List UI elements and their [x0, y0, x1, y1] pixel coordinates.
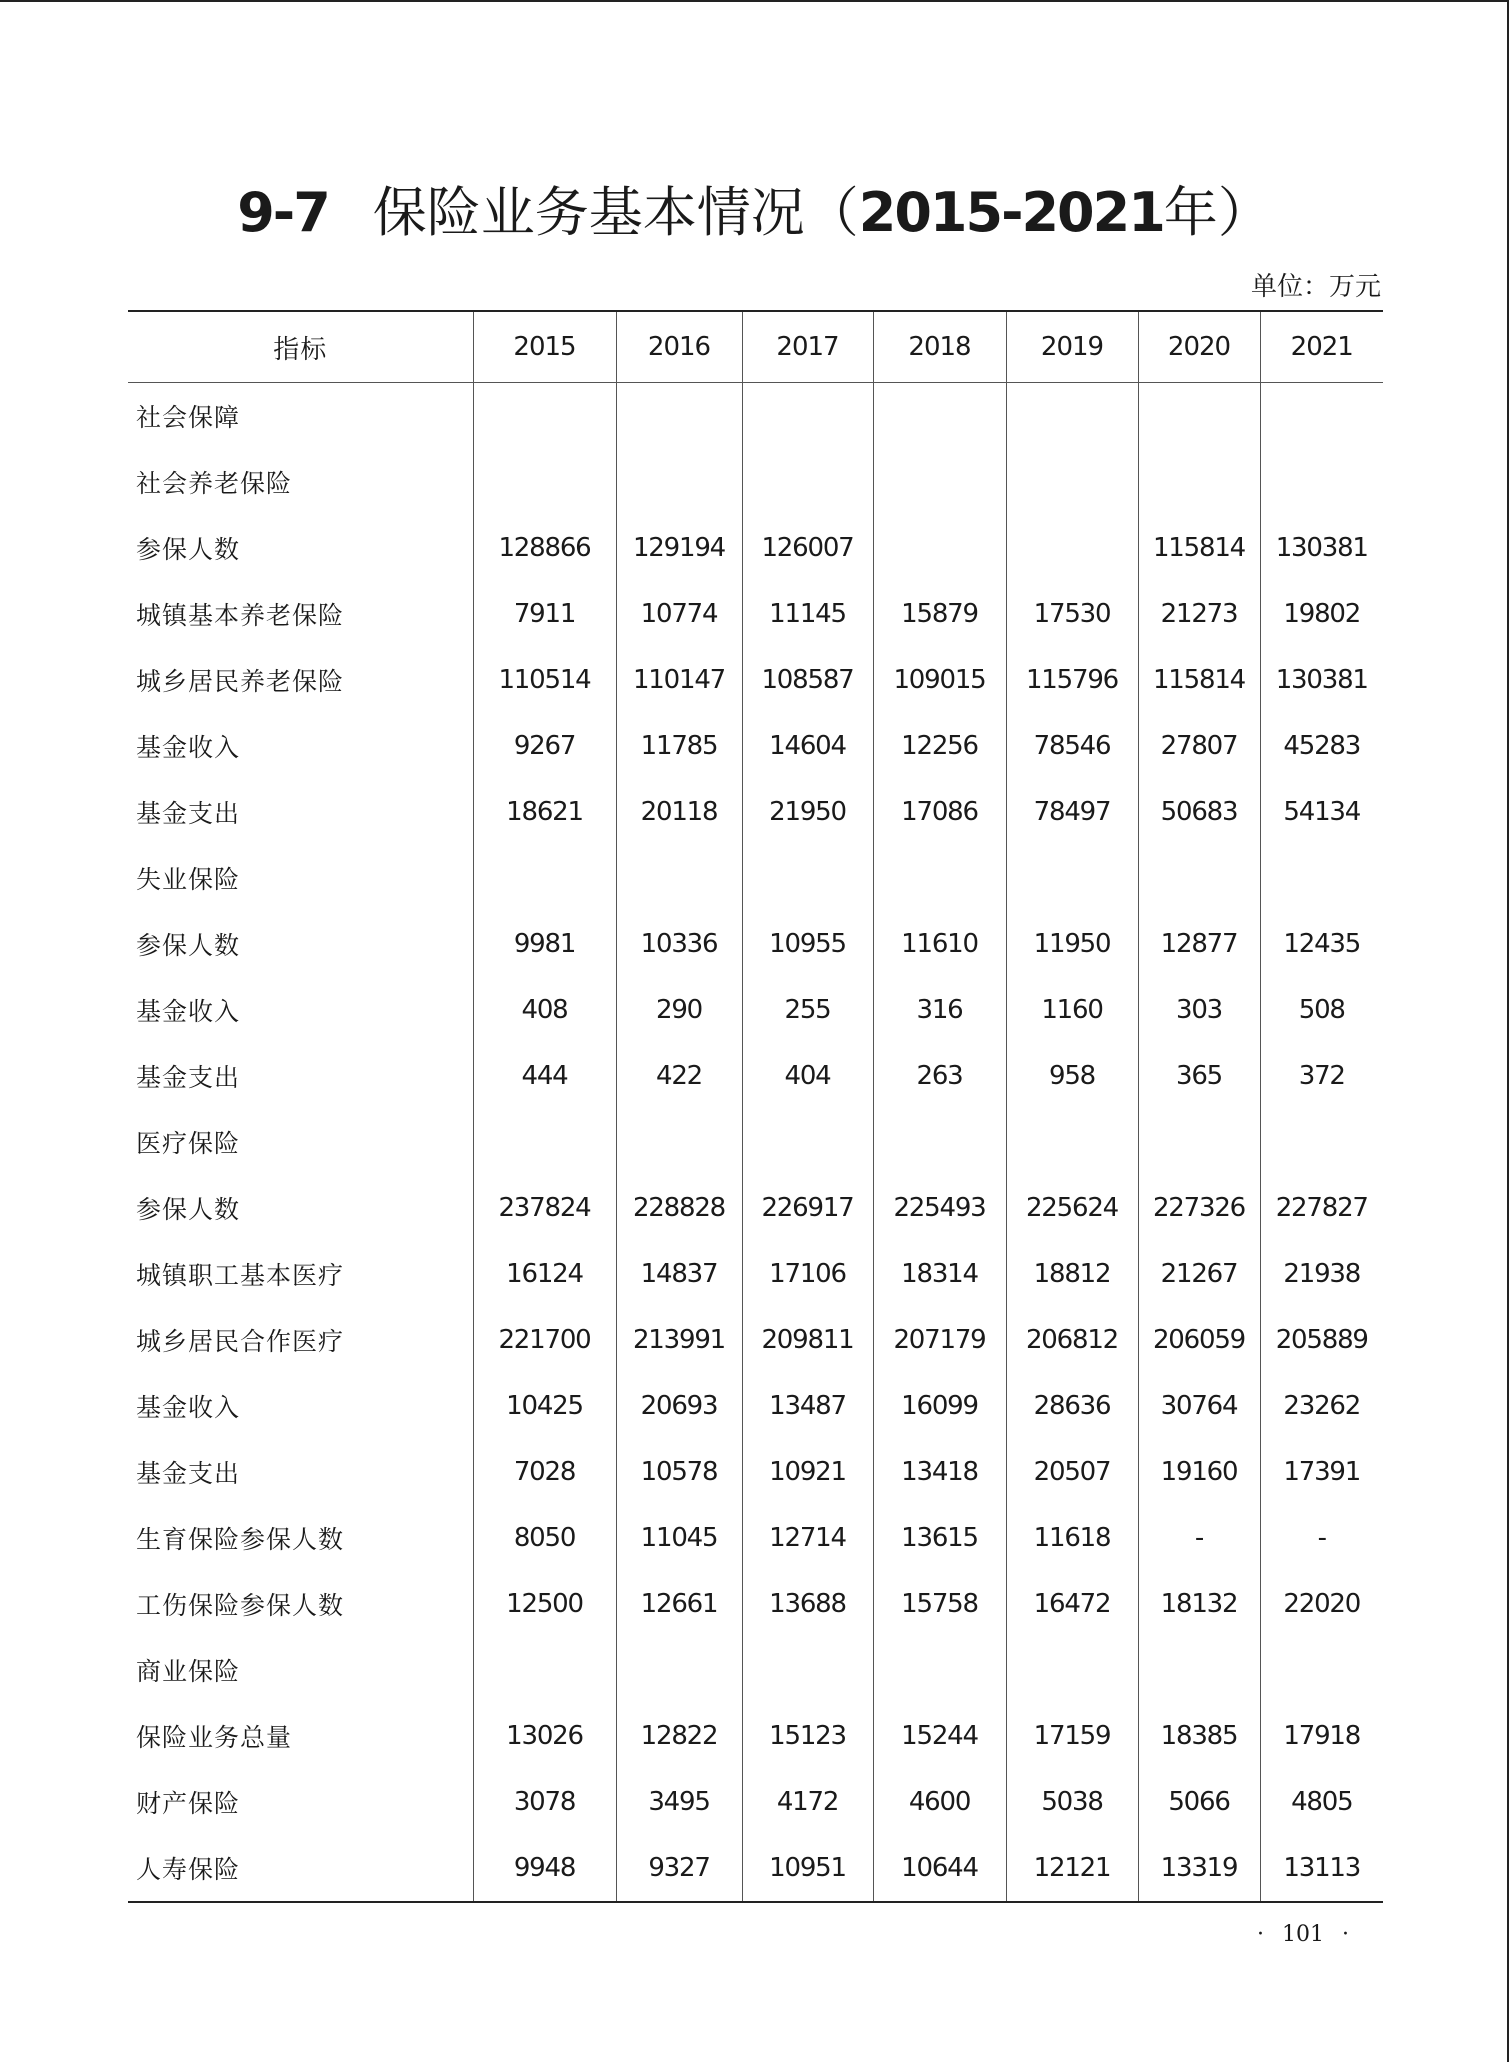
cell-value: 12877: [1138, 911, 1260, 977]
cell-value: 17918: [1260, 1703, 1383, 1769]
table-body: [128, 383, 1383, 1903]
row-label: 城乡居民合作医疗: [136, 1327, 345, 1356]
page-number-value: 101: [1282, 1922, 1324, 1947]
cell-value: 115814: [1138, 515, 1260, 581]
cell-value: 10336: [616, 911, 742, 977]
cell-value: 78497: [1006, 779, 1138, 845]
cell-value: 130381: [1260, 647, 1383, 713]
table-row: [128, 383, 1383, 450]
cell-value: 15758: [873, 1571, 1006, 1637]
cell-value: 7911: [473, 581, 616, 647]
cell-value: 27807: [1138, 713, 1260, 779]
cell-value: 8050: [473, 1505, 616, 1571]
cell-value: 5038: [1006, 1769, 1138, 1835]
cell-value: 14604: [742, 713, 873, 779]
cell-value: [873, 1109, 1006, 1175]
cell-value: 12500: [473, 1571, 616, 1637]
cell-value: 3078: [473, 1769, 616, 1835]
cell-value: 237824: [473, 1175, 616, 1241]
table-row: [128, 647, 1383, 713]
row-label: 工伤保险参保人数: [136, 1591, 345, 1620]
cell-value: [742, 449, 873, 515]
cell-value: [1138, 383, 1260, 450]
cell-value: [616, 845, 742, 911]
cell-value: 16472: [1006, 1571, 1138, 1637]
cell-value: 15244: [873, 1703, 1006, 1769]
table-number: 9-7: [237, 181, 329, 244]
cell-value: 13113: [1260, 1835, 1383, 1902]
cell-value: [742, 1109, 873, 1175]
header-indicator: 指标: [128, 311, 473, 383]
cell-value: 128866: [473, 515, 616, 581]
table-row: [128, 1373, 1383, 1439]
page-number-dot-right: ·: [1342, 1922, 1349, 1947]
cell-value: [473, 845, 616, 911]
cell-value: 404: [742, 1043, 873, 1109]
row-label: 参保人数: [136, 535, 241, 564]
cell-value: 17391: [1260, 1439, 1383, 1505]
cell-value: 11785: [616, 713, 742, 779]
cell-value: 408: [473, 977, 616, 1043]
cell-value: 13319: [1138, 1835, 1260, 1902]
cell-value: 9267: [473, 713, 616, 779]
cell-value: [616, 449, 742, 515]
cell-value: 19802: [1260, 581, 1383, 647]
cell-value: 10578: [616, 1439, 742, 1505]
cell-value: [1260, 383, 1383, 450]
cell-value: 17106: [742, 1241, 873, 1307]
cell-value: 3495: [616, 1769, 742, 1835]
cell-value: 5066: [1138, 1769, 1260, 1835]
row-label: 基金支出: [136, 1459, 241, 1488]
cell-value: 422: [616, 1043, 742, 1109]
table-row: [128, 1637, 1383, 1703]
cell-value: 13615: [873, 1505, 1006, 1571]
cell-value: 129194: [616, 515, 742, 581]
cell-value: [473, 449, 616, 515]
cell-value: 30764: [1138, 1373, 1260, 1439]
row-label: 参保人数: [136, 931, 241, 960]
cell-value: 12435: [1260, 911, 1383, 977]
table-row: [128, 1571, 1383, 1637]
cell-value: 18385: [1138, 1703, 1260, 1769]
cell-value: 115796: [1006, 647, 1138, 713]
row-label: 生育保险参保人数: [136, 1525, 345, 1554]
page-number: [1239, 1920, 1367, 1950]
cell-value: 372: [1260, 1043, 1383, 1109]
cell-value: 226917: [742, 1175, 873, 1241]
cell-value: [1138, 845, 1260, 911]
cell-value: 7028: [473, 1439, 616, 1505]
cell-value: [473, 1109, 616, 1175]
cell-value: 12714: [742, 1505, 873, 1571]
cell-value: 126007: [742, 515, 873, 581]
table-row: [128, 911, 1383, 977]
row-label: 社会养老保险: [136, 469, 293, 498]
cell-value: [1260, 1637, 1383, 1703]
page-title: [0, 180, 1509, 246]
cell-value: 1160: [1006, 977, 1138, 1043]
row-label: 基金收入: [136, 1393, 241, 1422]
cell-value: 12256: [873, 713, 1006, 779]
cell-value: 365: [1138, 1043, 1260, 1109]
cell-value: [1006, 845, 1138, 911]
cell-value: 303: [1138, 977, 1260, 1043]
cell-value: 21950: [742, 779, 873, 845]
cell-value: 16099: [873, 1373, 1006, 1439]
cell-value: 10425: [473, 1373, 616, 1439]
cell-value: 18812: [1006, 1241, 1138, 1307]
cell-value: 28636: [1006, 1373, 1138, 1439]
table-row: [128, 1109, 1383, 1175]
cell-value: 18314: [873, 1241, 1006, 1307]
cell-value: 17530: [1006, 581, 1138, 647]
cell-value: 9327: [616, 1835, 742, 1902]
row-label: 基金收入: [136, 733, 241, 762]
row-label: 基金支出: [136, 1063, 241, 1092]
row-label: 医疗保险: [136, 1129, 241, 1158]
header-year-2019: 2019: [1006, 311, 1138, 383]
cell-value: 78546: [1006, 713, 1138, 779]
cell-value: 227827: [1260, 1175, 1383, 1241]
page-number-dot-left: ·: [1257, 1922, 1264, 1947]
cell-value: [1260, 449, 1383, 515]
header-year-2016: 2016: [616, 311, 742, 383]
cell-value: [1006, 383, 1138, 450]
cell-value: 11145: [742, 581, 873, 647]
cell-value: 13026: [473, 1703, 616, 1769]
row-label: 失业保险: [136, 865, 241, 894]
cell-value: 20507: [1006, 1439, 1138, 1505]
cell-value: 110514: [473, 647, 616, 713]
cell-value: 50683: [1138, 779, 1260, 845]
cell-value: [1138, 449, 1260, 515]
cell-value: 18132: [1138, 1571, 1260, 1637]
cell-value: [1138, 1637, 1260, 1703]
cell-value: 10921: [742, 1439, 873, 1505]
cell-value: 10951: [742, 1835, 873, 1902]
insurance-table: [128, 310, 1383, 1903]
cell-value: 206812: [1006, 1307, 1138, 1373]
cell-value: 108587: [742, 647, 873, 713]
row-label: 城镇职工基本医疗: [136, 1261, 345, 1290]
cell-value: 225624: [1006, 1175, 1138, 1241]
row-label: 基金收入: [136, 997, 241, 1026]
cell-value: 21273: [1138, 581, 1260, 647]
cell-value: 207179: [873, 1307, 1006, 1373]
cell-value: 115814: [1138, 647, 1260, 713]
cell-value: 17159: [1006, 1703, 1138, 1769]
cell-value: 19160: [1138, 1439, 1260, 1505]
table-row: [128, 1703, 1383, 1769]
cell-value: [1138, 1109, 1260, 1175]
table-header-row: [128, 311, 1383, 383]
cell-value: 15123: [742, 1703, 873, 1769]
cell-value: 263: [873, 1043, 1006, 1109]
cell-value: 109015: [873, 647, 1006, 713]
cell-value: 16124: [473, 1241, 616, 1307]
cell-value: 11950: [1006, 911, 1138, 977]
cell-value: 20118: [616, 779, 742, 845]
cell-value: 21267: [1138, 1241, 1260, 1307]
cell-value: 130381: [1260, 515, 1383, 581]
cell-value: 444: [473, 1043, 616, 1109]
cell-value: 958: [1006, 1043, 1138, 1109]
cell-value: [873, 383, 1006, 450]
row-label: 参保人数: [136, 1195, 241, 1224]
title-text: 保险业务基本情况（: [372, 181, 859, 244]
cell-value: [1260, 1109, 1383, 1175]
cell-value: [473, 383, 616, 450]
cell-value: [873, 449, 1006, 515]
header-year-2018: 2018: [873, 311, 1006, 383]
table-row: [128, 845, 1383, 911]
cell-value: 10644: [873, 1835, 1006, 1902]
cell-value: 290: [616, 977, 742, 1043]
cell-value: 9948: [473, 1835, 616, 1902]
row-label: 社会保障: [136, 403, 241, 432]
table-row: [128, 581, 1383, 647]
header-year-2020: 2020: [1138, 311, 1260, 383]
table-row: [128, 1307, 1383, 1373]
cell-value: 11610: [873, 911, 1006, 977]
cell-value: -: [1138, 1505, 1260, 1571]
table-row: [128, 449, 1383, 515]
table-row: [128, 779, 1383, 845]
cell-value: [1006, 449, 1138, 515]
row-label: 财产保险: [136, 1789, 241, 1818]
cell-value: 4805: [1260, 1769, 1383, 1835]
cell-value: 205889: [1260, 1307, 1383, 1373]
cell-value: [616, 1637, 742, 1703]
cell-value: [1006, 1109, 1138, 1175]
cell-value: 228828: [616, 1175, 742, 1241]
cell-value: 54134: [1260, 779, 1383, 845]
cell-value: 255: [742, 977, 873, 1043]
cell-value: 209811: [742, 1307, 873, 1373]
table-row: [128, 1175, 1383, 1241]
cell-value: 213991: [616, 1307, 742, 1373]
row-label: 商业保险: [136, 1657, 241, 1686]
cell-value: 13688: [742, 1571, 873, 1637]
table-row: [128, 1835, 1383, 1902]
row-label: 城乡居民养老保险: [136, 667, 345, 696]
row-label: 人寿保险: [136, 1855, 241, 1884]
cell-value: 206059: [1138, 1307, 1260, 1373]
cell-value: 20693: [616, 1373, 742, 1439]
cell-value: [1006, 515, 1138, 581]
cell-value: [742, 1637, 873, 1703]
cell-value: 508: [1260, 977, 1383, 1043]
row-label: 基金支出: [136, 799, 241, 828]
cell-value: [873, 845, 1006, 911]
cell-value: [616, 383, 742, 450]
table-row: [128, 977, 1383, 1043]
cell-value: 227326: [1138, 1175, 1260, 1241]
cell-value: 15879: [873, 581, 1006, 647]
table-row: [128, 1505, 1383, 1571]
cell-value: 17086: [873, 779, 1006, 845]
cell-value: 12121: [1006, 1835, 1138, 1902]
cell-value: 10774: [616, 581, 742, 647]
cell-value: 221700: [473, 1307, 616, 1373]
title-years: 2015-2021: [858, 181, 1164, 244]
cell-value: 18621: [473, 779, 616, 845]
table-row: [128, 1241, 1383, 1307]
cell-value: -: [1260, 1505, 1383, 1571]
cell-value: 23262: [1260, 1373, 1383, 1439]
cell-value: [1006, 1637, 1138, 1703]
cell-value: [742, 845, 873, 911]
unit-label: 单位：万元: [1250, 272, 1381, 302]
table-row: [128, 1439, 1383, 1505]
cell-value: 4600: [873, 1769, 1006, 1835]
table-row: [128, 713, 1383, 779]
table-row: [128, 515, 1383, 581]
cell-value: 10955: [742, 911, 873, 977]
cell-value: 45283: [1260, 713, 1383, 779]
header-year-2017: 2017: [742, 311, 873, 383]
header-year-2021: 2021: [1260, 311, 1383, 383]
cell-value: 225493: [873, 1175, 1006, 1241]
cell-value: [742, 383, 873, 450]
cell-value: 13418: [873, 1439, 1006, 1505]
cell-value: [1260, 845, 1383, 911]
cell-value: 21938: [1260, 1241, 1383, 1307]
cell-value: 13487: [742, 1373, 873, 1439]
cell-value: 11618: [1006, 1505, 1138, 1571]
cell-value: 12661: [616, 1571, 742, 1637]
cell-value: 9981: [473, 911, 616, 977]
row-label: 保险业务总量: [136, 1723, 293, 1752]
cell-value: 4172: [742, 1769, 873, 1835]
cell-value: [616, 1109, 742, 1175]
cell-value: [473, 1637, 616, 1703]
cell-value: 316: [873, 977, 1006, 1043]
table-row: [128, 1043, 1383, 1109]
table-row: [128, 1769, 1383, 1835]
row-label: 城镇基本养老保险: [136, 601, 345, 630]
header-year-2015: 2015: [473, 311, 616, 383]
cell-value: [873, 1637, 1006, 1703]
cell-value: 22020: [1260, 1571, 1383, 1637]
cell-value: 11045: [616, 1505, 742, 1571]
cell-value: 110147: [616, 647, 742, 713]
title-suffix: 年）: [1163, 181, 1272, 244]
cell-value: 12822: [616, 1703, 742, 1769]
cell-value: [873, 515, 1006, 581]
cell-value: 14837: [616, 1241, 742, 1307]
